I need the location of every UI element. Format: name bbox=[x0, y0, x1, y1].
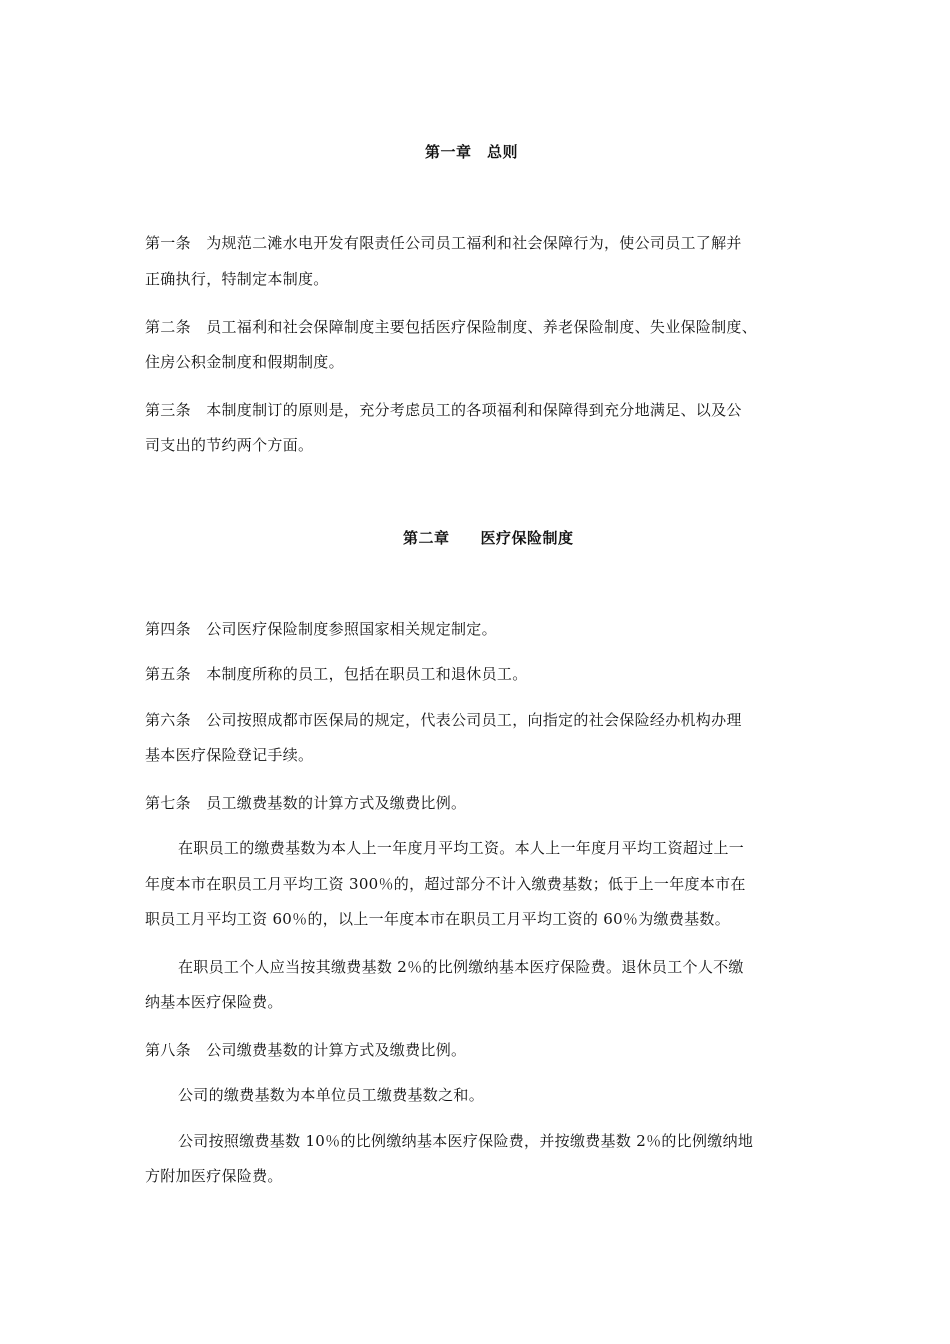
article-1-line-2: 正确执行，特制定本制度。 bbox=[145, 270, 329, 288]
chapter-2-title: 第二章 医疗保险制度 bbox=[403, 529, 574, 547]
article-7-line-1: 第七条 员工缴费基数的计算方式及缴费比例。 bbox=[145, 794, 467, 812]
article-7-body-1-line-3: 职员工月平均工资 60％的，以上一年度本市在职员工月平均工资的 60％为缴费基数。 bbox=[145, 910, 731, 928]
article-8-body-2-line-2: 方附加医疗保险费。 bbox=[145, 1167, 283, 1185]
article-6-line-2: 基本医疗保险登记手续。 bbox=[145, 746, 314, 764]
article-3-line-1: 第三条 本制度制订的原则是，充分考虑员工的各项福利和保障得到充分地满足、以及公 bbox=[145, 401, 742, 419]
article-8-body-2-line-1: 公司按照缴费基数 10％的比例缴纳基本医疗保险费，并按缴费基数 2％的比例缴纳地 bbox=[178, 1132, 754, 1150]
article-1-line-1: 第一条 为规范二滩水电开发有限责任公司员工福利和社会保障行为，使公司员工了解并 bbox=[145, 234, 742, 252]
article-8-line-1: 第八条 公司缴费基数的计算方式及缴费比例。 bbox=[145, 1041, 467, 1059]
article-3-line-2: 司支出的节约两个方面。 bbox=[145, 436, 314, 454]
article-7-body-1-line-1: 在职员工的缴费基数为本人上一年度月平均工资。本人上一年度月平均工资超过上一 bbox=[178, 839, 745, 857]
chapter-1-title: 第一章 总则 bbox=[425, 143, 519, 161]
article-8-body-1-line-1: 公司的缴费基数为本单位员工缴费基数之和。 bbox=[178, 1086, 485, 1104]
article-2-line-2: 住房公积金制度和假期制度。 bbox=[145, 353, 344, 371]
article-7-body-2-line-1: 在职员工个人应当按其缴费基数 2％的比例缴纳基本医疗保险费。退休员工个人不缴 bbox=[178, 958, 744, 976]
article-7-body-2-line-2: 纳基本医疗保险费。 bbox=[145, 993, 283, 1011]
article-5-line-1: 第五条 本制度所称的员工，包括在职员工和退休员工。 bbox=[145, 665, 528, 683]
article-6-line-1: 第六条 公司按照成都市医保局的规定，代表公司员工，向指定的社会保险经办机构办理 bbox=[145, 711, 742, 729]
article-4-line-1: 第四条 公司医疗保险制度参照国家相关规定制定。 bbox=[145, 620, 497, 638]
article-7-body-1-line-2: 年度本市在职员工月平均工资 300％的，超过部分不计入缴费基数；低于上一年度本市在 bbox=[145, 875, 746, 893]
article-2-line-1: 第二条 员工福利和社会保障制度主要包括医疗保险制度、养老保险制度、失业保险制度、 bbox=[145, 318, 758, 336]
